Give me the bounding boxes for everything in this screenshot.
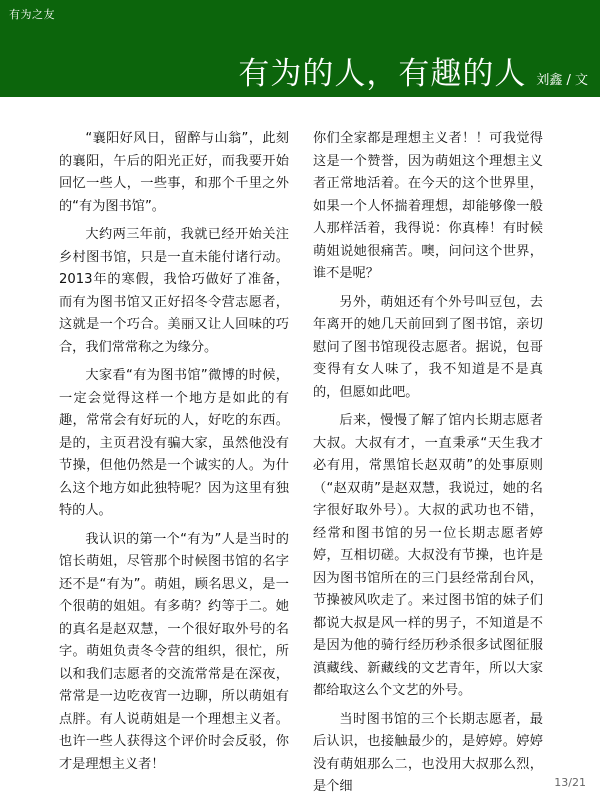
page-number: 13/21 (554, 776, 586, 789)
article-author: 刘鑫 / 文 (536, 73, 588, 88)
paragraph-continued: 你们全家都是理想主义者！！可我觉得这是一个赞誉，因为萌姐这个理想主义者正常地活着。在今天的这个世界里，如果一个人怀揣着理想，却能够像一般人那样活着，我得说：你真棒！有时候萌姐说她很痛苦。噢，问问这个世界，谁不是呢？ (313, 131, 543, 281)
paragraph: 大约两三年前，我就已经开始关注乡村图书馆，只是一直未能付诸行动。2013年的寒假，我恰巧做好了准备，而有为图书馆又正好招冬令营志愿者，这就是一个巧合。美丽又让人回味的巧合，我们常常称之为缘分。 (59, 227, 289, 355)
paragraph: 我认识的第一个“有为”人是当时的馆长萌姐，尽管那个时候图书馆的名字还不是“有为”。萌姐，顾名思义，是一个很萌的姐姐。有多萌？约等于二。她的真名是赵双慧，一个很好取外号的名字。萌姐负责冬令营的组织，很忙，所以和我们志愿者的交流常常是在深夜，常常是一边吃夜宵一边聊，所以萌姐有点胖。有人说萌姐是一个理想主义者。也许一些人获得这个评价时会反驳，你才是理想主义者！ (59, 531, 289, 772)
paragraph: 大家看“有为图书馆”微博的时候，一定会觉得这样一个地方是如此的有趣，常常会有好玩的人，好吃的东西。是的，主页君没有骗大家，虽然他没有节操，但他仍然是一个诚实的人。为什么这个地方如此独特呢？因为这里有独特的人。 (59, 368, 289, 518)
title-row (238, 48, 588, 93)
paragraph: 后来，慢慢了解了馆内长期志愿者大叔。大叔有才，一直秉承“天生我才必有用，常黑馆长赵双萌”的处事原则（“赵双萌”是赵双慧，我说过，她的名字很好取外号）。大叔的武功也不错，经常和图书馆的另一位长期志愿者婷婷，互相切磋。大叔没有节操，也许是因为图书馆所在的三门县经常刮台风，节操被风吹走了。来过图书馆的妹子们都说大叔是风一样的男子，不知道是不是因为他的骑行经历秒杀很多试图征服滇藏线、新藏线的文艺青年，所以大家都给取这么个文艺的外号。 (313, 413, 543, 698)
paragraph: 另外，萌姐还有个外号叫豆包，去年离开的她几天前回到了图书馆，亲切慰问了图书馆现役志愿者。据说，包哥变得有女人味了，我不知道是不是真的，但愿如此吧。 (313, 294, 543, 400)
paragraph: 当时图书馆的三个长期志愿者，最后认识，也接触最少的，是婷婷。婷婷没有萌姐那么二，也没用大叔那么烈，是个细 (313, 711, 543, 794)
paragraph: “襄阳好风日，留醉与山翁”，此刻的襄阳，午后的阳光正好，而我要开始回忆一些人，一些事，和那个千里之外的“有为图书馆”。 (59, 131, 289, 214)
left-column (59, 128, 289, 782)
right-column (313, 128, 543, 805)
header-banner (0, 0, 600, 97)
magazine-name: 有为之友 (9, 8, 55, 21)
article-title: 有为的人，有趣的人 (238, 56, 527, 92)
